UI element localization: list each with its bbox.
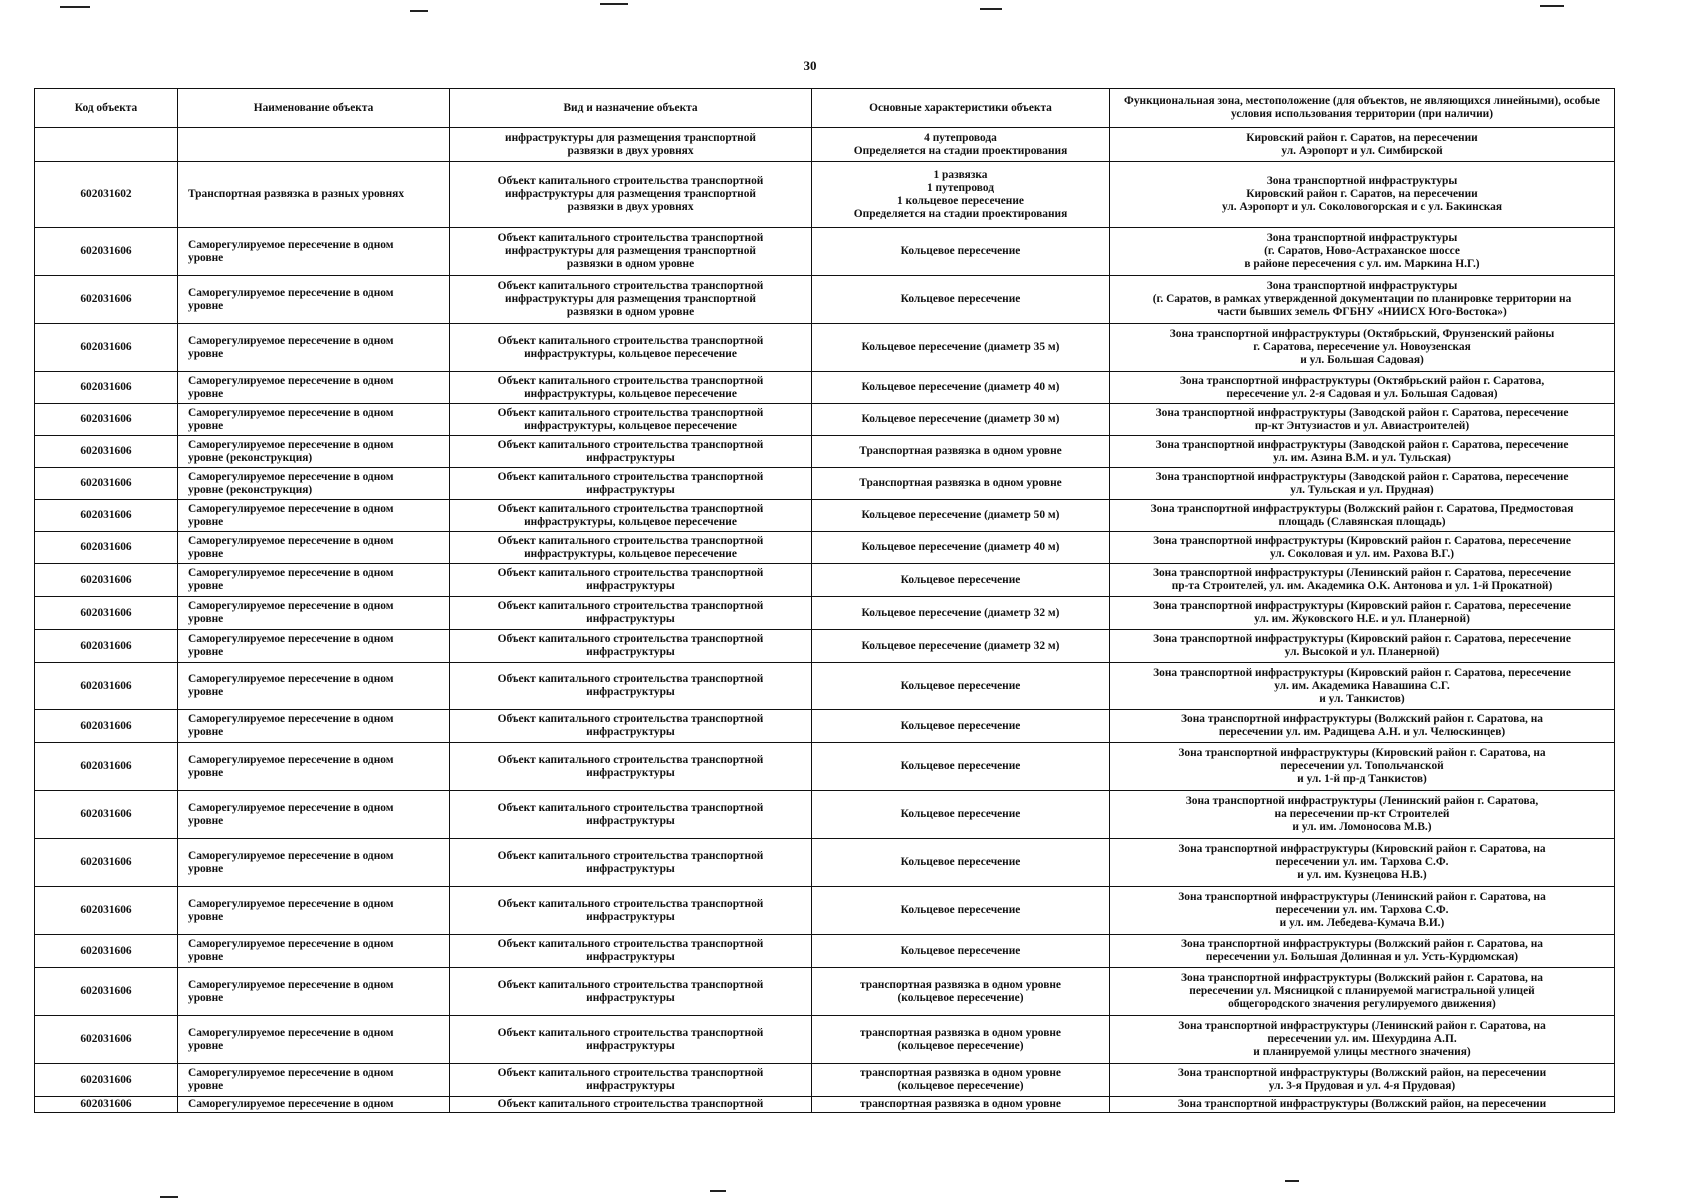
cell-type-text: Объект капитального строительства транспортной инфраструктуры <box>497 713 764 738</box>
cell-zone <box>1110 710 1615 743</box>
table-row <box>35 324 1615 372</box>
cell-code-text: 602031606 <box>80 477 132 489</box>
table-row <box>35 663 1615 710</box>
cell-name <box>178 128 450 162</box>
cell-code-text: 602031606 <box>80 413 132 425</box>
cell-characteristics-text: транспортная развязка в одном уровне (кольцевое пересечение) <box>860 1067 1061 1092</box>
cell-type-text: Объект капитального строительства транспортной инфраструктуры <box>497 753 764 779</box>
cell-type-text: Объект капитального строительства транспортной инфраструктуры <box>497 849 764 875</box>
cell-type-text: Объект капитального строительства транспортной инфраструктуры <box>497 673 764 698</box>
cell-type <box>450 404 812 436</box>
cell-characteristics-text: транспортная развязка в одном уровне <box>860 1098 1061 1110</box>
cell-characteristics <box>812 597 1110 630</box>
cell-type <box>450 564 812 597</box>
cell-type-text: Объект капитального строительства транспортной инфраструктуры, кольцевое пересечение <box>497 502 764 528</box>
cell-code <box>35 968 178 1016</box>
cell-code <box>35 839 178 887</box>
cell-code-text: 602031606 <box>80 856 132 868</box>
cell-name <box>178 935 450 968</box>
cell-zone-text: Зона транспортной инфраструктуры (Кировский район г. Саратова, на пересечении ул. им. Тархова С.Ф. и ул. им. Кузнецова Н.В.) <box>1178 843 1546 881</box>
cell-zone-text: Зона транспортной инфраструктуры (Кировский район г. Саратова, пересечение ул. им. Академика Навашина С.Г. и ул. Танкистов) <box>1153 666 1571 705</box>
cell-name-text: Саморегулируемое пересечение в одном уровне (реконструкция) <box>188 438 394 464</box>
cell-type-text: Объект капитального строительства транспортной инфраструктуры, кольцевое пересечение <box>497 406 764 432</box>
cell-code-text: 602031606 <box>80 808 132 820</box>
cell-zone-text: Зона транспортной инфраструктуры (Волжский район г. Саратова, на пересечении ул. Мясницкой с планируемой магистральной улицей общегородского значения регулируемого движения) <box>1181 972 1543 1010</box>
cell-name-text: Саморегулируемое пересечение в одном уровне <box>188 978 394 1004</box>
cell-characteristics-text: Кольцевое пересечение (диаметр 35 м) <box>861 341 1060 353</box>
cell-name <box>178 228 450 276</box>
cell-type-text: Объект капитального строительства транспортной инфраструктуры для размещения транспортной развязки в одном уровне <box>497 232 764 270</box>
cell-name <box>178 663 450 710</box>
cell-type-text: Объект капитального строительства транспортной инфраструктуры <box>497 978 764 1004</box>
cell-zone <box>1110 404 1615 436</box>
cell-code <box>35 532 178 564</box>
cell-zone-text: Зона транспортной инфраструктуры (Заводской район г. Саратова, пересечение ул. им. Азина В.М. и ул. Тульская) <box>1155 438 1569 464</box>
table-row <box>35 532 1615 564</box>
table-row <box>35 968 1615 1016</box>
cell-type <box>450 324 812 372</box>
cell-zone <box>1110 128 1615 162</box>
cell-code-text: 602031606 <box>80 445 132 457</box>
table-row <box>35 128 1615 162</box>
cell-characteristics-text: Кольцевое пересечение (диаметр 40 м) <box>861 381 1060 393</box>
cell-zone <box>1110 564 1615 597</box>
cell-zone <box>1110 968 1615 1016</box>
cell-type <box>450 228 812 276</box>
cell-characteristics <box>812 532 1110 564</box>
scan-artifact <box>710 1190 726 1192</box>
cell-zone <box>1110 228 1615 276</box>
cell-characteristics <box>812 663 1110 710</box>
cell-name <box>178 404 450 436</box>
cell-code <box>35 887 178 935</box>
cell-name <box>178 324 450 372</box>
cell-characteristics <box>812 128 1110 162</box>
cell-zone <box>1110 743 1615 791</box>
scan-artifact <box>160 1196 178 1198</box>
cell-zone <box>1110 1016 1615 1064</box>
cell-code <box>35 162 178 228</box>
cell-characteristics-text: Транспортная развязка в одном уровне <box>859 477 1062 489</box>
cell-characteristics-text: Кольцевое пересечение <box>900 760 1021 772</box>
cell-type-text: Объект капитального строительства транспортной инфраструктуры <box>497 438 764 464</box>
cell-type-text: инфраструктуры для размещения транспортной развязки в двух уровнях <box>505 131 756 157</box>
cell-characteristics <box>812 276 1110 324</box>
cell-characteristics-text: 4 путепровода Определяется на стадии проектирования <box>853 131 1068 157</box>
cell-zone-text: Зона транспортной инфраструктуры (Ленинский район г. Саратова, пересечение пр-та Строителей, ул. им. Академика О.К. Антонова и ул. 1-й Прокатной) <box>1152 567 1572 592</box>
cell-name-text: Саморегулируемое пересечение в одном уровне <box>188 286 394 312</box>
cell-characteristics <box>812 1097 1110 1113</box>
cell-code-text: 602031606 <box>80 573 132 586</box>
table-header-row <box>35 89 1615 128</box>
cell-name <box>178 968 450 1016</box>
cell-type-text: Объект капитального строительства транспортной инфраструктуры, кольцевое пересечение <box>497 374 764 400</box>
scan-artifact <box>980 8 1002 10</box>
cell-zone <box>1110 372 1615 404</box>
cell-characteristics <box>812 839 1110 887</box>
cell-name-text: Саморегулируемое пересечение в одном уровне <box>188 567 394 592</box>
cell-type <box>450 887 812 935</box>
table-row <box>35 436 1615 468</box>
cell-code-text: 602031606 <box>80 1098 132 1110</box>
table-row <box>35 887 1615 935</box>
scan-artifact <box>1285 1180 1299 1182</box>
cell-code-text: 602031606 <box>80 679 132 692</box>
cell-name <box>178 276 450 324</box>
cell-characteristics-text: 1 развязка 1 путепровод 1 кольцевое пересечение Определяется на стадии проектирования <box>853 168 1068 220</box>
cell-zone-text: Зона транспортной инфраструктуры (Ленинский район г. Саратова, на пересечении пр-кт Строителей и ул. им. Ломоносова М.В.) <box>1185 795 1539 833</box>
cell-type <box>450 436 812 468</box>
cell-type <box>450 128 812 162</box>
cell-characteristics-text: Кольцевое пересечение <box>900 904 1021 916</box>
cell-name-text: Саморегулируемое пересечение в одном уровне <box>188 849 394 875</box>
cell-name-text: Саморегулируемое пересечение в одном уровне (реконструкция) <box>188 470 394 496</box>
cell-zone <box>1110 500 1615 532</box>
table-row <box>35 743 1615 791</box>
cell-type <box>450 532 812 564</box>
cell-characteristics <box>812 324 1110 372</box>
cell-code <box>35 597 178 630</box>
cell-code-text: 602031606 <box>80 541 132 553</box>
cell-name-text: Саморегулируемое пересечение в одном уровне <box>188 334 394 360</box>
cell-zone <box>1110 324 1615 372</box>
cell-code-text: 602031602 <box>80 188 132 200</box>
cell-zone <box>1110 532 1615 564</box>
cell-zone <box>1110 468 1615 500</box>
header-zone: Функциональная зона, местоположение (для объектов, не являющихся линейными), особые условия использования территории (при наличии) <box>1110 89 1615 128</box>
cell-type-text: Объект капитального строительства транспортной инфраструктуры <box>497 1026 764 1052</box>
table-row <box>35 935 1615 968</box>
cell-type <box>450 935 812 968</box>
cell-zone <box>1110 436 1615 468</box>
cell-code <box>35 710 178 743</box>
cell-characteristics-text: Кольцевое пересечение (диаметр 32 м) <box>861 639 1060 652</box>
scan-artifact <box>410 10 428 12</box>
cell-code-text: 602031606 <box>80 509 132 521</box>
cell-name <box>178 162 450 228</box>
cell-code <box>35 663 178 710</box>
cell-code <box>35 630 178 663</box>
cell-code <box>35 743 178 791</box>
cell-zone-text: Зона транспортной инфраструктуры (Кировский район г. Саратова, пересечение ул. им. Жуковского Н.Е. и ул. Планерной) <box>1153 600 1571 625</box>
cell-characteristics-text: транспортная развязка в одном уровне (кольцевое пересечение) <box>860 1026 1061 1052</box>
cell-name <box>178 597 450 630</box>
cell-type-text: Объект капитального строительства транспортной инфраструктуры для размещения транспортной развязки в одном уровне <box>497 280 764 318</box>
cell-characteristics-text: Кольцевое пересечение <box>900 944 1021 957</box>
cell-name <box>178 1097 450 1113</box>
cell-name <box>178 630 450 663</box>
cell-name <box>178 839 450 887</box>
cell-code <box>35 500 178 532</box>
cell-characteristics-text: Кольцевое пересечение <box>900 808 1021 820</box>
cell-zone-text: Зона транспортной инфраструктуры (Волжский район, на пересечении ул. 3-я Прудовая и ул. 4-я Прудовая) <box>1177 1067 1547 1092</box>
cell-zone <box>1110 1097 1615 1113</box>
table-row <box>35 228 1615 276</box>
cell-zone-text: Зона транспортной инфраструктуры (г. Саратов, Ново-Астраханское шоссе в районе пересечения с ул. им. Маркина Н.Г.) <box>1244 232 1480 270</box>
table-row <box>35 597 1615 630</box>
cell-zone <box>1110 1064 1615 1097</box>
cell-characteristics-text: Кольцевое пересечение (диаметр 40 м) <box>861 541 1060 553</box>
table-row <box>35 500 1615 532</box>
cell-type-text: Объект капитального строительства транспортной инфраструктуры <box>497 897 764 923</box>
cell-type <box>450 839 812 887</box>
cell-name <box>178 1016 450 1064</box>
cell-code <box>35 1097 178 1113</box>
table-row <box>35 791 1615 839</box>
cell-name-text: Саморегулируемое пересечение в одном уровне <box>188 534 394 560</box>
cell-characteristics-text: Кольцевое пересечение <box>900 856 1021 868</box>
cell-code-text: 602031606 <box>80 293 132 305</box>
cell-characteristics <box>812 436 1110 468</box>
cell-name-text: Саморегулируемое пересечение в одном уровне <box>188 897 394 923</box>
cell-zone <box>1110 791 1615 839</box>
cell-zone-text: Зона транспортной инфраструктуры (Волжский район, на пересечении <box>1177 1098 1547 1110</box>
cell-type <box>450 500 812 532</box>
cell-code <box>35 276 178 324</box>
cell-code <box>35 791 178 839</box>
cell-characteristics <box>812 1016 1110 1064</box>
cell-characteristics-text: Кольцевое пересечение (диаметр 32 м) <box>861 606 1060 619</box>
cell-characteristics-text: Кольцевое пересечение (диаметр 50 м) <box>861 509 1060 521</box>
header-code: Код объекта <box>35 89 178 128</box>
table-row <box>35 276 1615 324</box>
scan-artifact <box>1540 5 1564 7</box>
cell-zone <box>1110 887 1615 935</box>
cell-name-text: Саморегулируемое пересечение в одном уровне <box>188 1026 394 1052</box>
cell-characteristics <box>812 500 1110 532</box>
cell-zone <box>1110 162 1615 228</box>
cell-zone-text: Зона транспортной инфраструктуры (Ленинский район г. Саратова, на пересечении ул. им. Шехурдина А.П. и планируемой улицы местного значения) <box>1178 1020 1546 1058</box>
cell-name <box>178 564 450 597</box>
cell-characteristics <box>812 630 1110 663</box>
cell-code <box>35 372 178 404</box>
cell-type-text: Объект капитального строительства транспортной инфраструктуры <box>497 633 764 658</box>
cell-characteristics <box>812 743 1110 791</box>
cell-characteristics <box>812 791 1110 839</box>
cell-name <box>178 791 450 839</box>
cell-code-text: 602031606 <box>80 1033 132 1045</box>
page-number: 30 <box>803 58 817 73</box>
cell-code <box>35 128 178 162</box>
cell-type <box>450 1064 812 1097</box>
cell-code-text: 602031606 <box>80 1073 132 1086</box>
cell-characteristics <box>812 468 1110 500</box>
cell-zone-text: Зона транспортной инфраструктуры (Кировский район г. Саратова, пересечение ул. Высокой и ул. Планерной) <box>1153 633 1571 658</box>
cell-zone-text: Зона транспортной инфраструктуры (Заводской район г. Саратова, пересечение ул. Тульская и ул. Прудная) <box>1155 470 1569 496</box>
cell-characteristics <box>812 404 1110 436</box>
cell-code <box>35 1064 178 1097</box>
table-row <box>35 1064 1615 1097</box>
cell-code <box>35 324 178 372</box>
cell-name-text: Саморегулируемое пересечение в одном уровне <box>188 600 394 625</box>
cell-name <box>178 468 450 500</box>
cell-name-text: Транспортная развязка в разных уровнях <box>188 188 405 200</box>
cell-name <box>178 436 450 468</box>
header-type: Вид и назначение объекта <box>450 89 812 128</box>
cell-zone-text: Зона транспортной инфраструктуры (Октябрьский район г. Саратова, пересечение ул. 2-я Садовая и ул. Большая Садовая) <box>1179 374 1545 400</box>
cell-name-text: Саморегулируемое пересечение в одном уровне <box>188 713 394 738</box>
cell-name <box>178 372 450 404</box>
cell-characteristics-text: транспортная развязка в одном уровне (кольцевое пересечение) <box>860 978 1061 1004</box>
cell-type <box>450 663 812 710</box>
cell-type <box>450 1016 812 1064</box>
cell-characteristics <box>812 1064 1110 1097</box>
cell-code-text: 602031606 <box>80 985 132 997</box>
table-row <box>35 630 1615 663</box>
cell-name <box>178 887 450 935</box>
cell-code <box>35 436 178 468</box>
cell-type-text: Объект капитального строительства транспортной инфраструктуры <box>497 938 764 963</box>
cell-zone-text: Зона транспортной инфраструктуры Кировский район г. Саратов, на пересечении ул. Аэропорт и ул. Соколовогорская и с ул. Бакинская <box>1221 175 1503 213</box>
cell-zone-text: Зона транспортной инфраструктуры (Кировский район г. Саратова, пересечение ул. Соколовая и ул. им. Рахова В.Г.) <box>1153 534 1571 560</box>
cell-name <box>178 532 450 564</box>
cell-zone <box>1110 935 1615 968</box>
cell-type <box>450 968 812 1016</box>
cell-name <box>178 710 450 743</box>
cell-zone-text: Зона транспортной инфраструктуры (г. Саратов, в рамках утвержденной документации по планировке территории на части бывших земель ФГБНУ «НИИСХ Юго-Востока») <box>1152 280 1572 318</box>
cell-zone <box>1110 630 1615 663</box>
cell-characteristics-text: Транспортная развязка в одном уровне <box>859 445 1062 457</box>
cell-characteristics <box>812 887 1110 935</box>
cell-code <box>35 228 178 276</box>
scan-artifact <box>600 3 628 5</box>
table-row <box>35 1016 1615 1064</box>
cell-characteristics-text: Кольцевое пересечение (диаметр 30 м) <box>861 413 1060 425</box>
cell-type-text: Объект капитального строительства транспортной инфраструктуры, кольцевое пересечение <box>497 534 764 560</box>
cell-code <box>35 468 178 500</box>
cell-zone-text: Кировский район г. Саратов, на пересечении ул. Аэропорт и ул. Симбирской <box>1246 131 1478 157</box>
table-row <box>35 710 1615 743</box>
cell-code-text: 602031606 <box>80 245 132 257</box>
objects-table <box>34 88 1615 1113</box>
cell-name-text: Саморегулируемое пересечение в одном уровне <box>188 633 394 658</box>
cell-type-text: Объект капитального строительства транспортной инфраструктуры <box>497 567 764 592</box>
cell-name-text: Саморегулируемое пересечение в одном уровне <box>188 406 394 432</box>
cell-code <box>35 564 178 597</box>
cell-type-text: Объект капитального строительства транспортной инфраструктуры <box>497 600 764 625</box>
cell-zone-text: Зона транспортной инфраструктуры (Волжский район г. Саратова, Предмостовая площадь (Славянская площадь) <box>1150 502 1574 528</box>
cell-type-text: Объект капитального строительства транспортной инфраструктуры для размещения транспортной развязки в двух уровнях <box>497 175 764 213</box>
cell-characteristics-text: Кольцевое пересечение <box>900 293 1021 305</box>
cell-zone-text: Зона транспортной инфраструктуры (Ленинский район г. Саратова, на пересечении ул. им. Тархова С.Ф. и ул. им. Лебедева-Кумача В.И.) <box>1178 891 1546 929</box>
cell-type <box>450 630 812 663</box>
cell-name <box>178 500 450 532</box>
cell-type <box>450 743 812 791</box>
table-row <box>35 468 1615 500</box>
cell-type <box>450 276 812 324</box>
cell-characteristics-text: Кольцевое пересечение <box>900 679 1021 692</box>
cell-characteristics <box>812 710 1110 743</box>
cell-type-text: Объект капитального строительства транспортной инфраструктуры <box>497 1067 764 1092</box>
cell-zone <box>1110 839 1615 887</box>
cell-type <box>450 1097 812 1113</box>
cell-zone-text: Зона транспортной инфраструктуры (Волжский район г. Саратова, на пересечении ул. Большая Долинная и ул. Усть-Курдюмская) <box>1181 938 1543 963</box>
cell-name-text: Саморегулируемое пересечение в одном уровне <box>188 1067 394 1092</box>
cell-type <box>450 162 812 228</box>
cell-characteristics <box>812 162 1110 228</box>
cell-type-text: Объект капитального строительства транспортной инфраструктуры, кольцевое пересечение <box>497 334 764 360</box>
cell-name <box>178 1064 450 1097</box>
cell-type-text: Объект капитального строительства транспортной инфраструктуры <box>497 801 764 827</box>
cell-name-text: Саморегулируемое пересечение в одном уровне <box>188 238 394 264</box>
cell-type <box>450 468 812 500</box>
cell-code <box>35 404 178 436</box>
header-characteristics: Основные характеристики объекта <box>812 89 1110 128</box>
cell-code-text: 602031606 <box>80 904 132 916</box>
cell-type <box>450 372 812 404</box>
cell-code-text: 602031606 <box>80 606 132 619</box>
table-row <box>35 404 1615 436</box>
cell-name-text: Саморегулируемое пересечение в одном уровне <box>188 374 394 400</box>
cell-zone <box>1110 663 1615 710</box>
cell-zone <box>1110 597 1615 630</box>
cell-zone <box>1110 276 1615 324</box>
cell-code <box>35 935 178 968</box>
cell-name-text: Саморегулируемое пересечение в одном уровне <box>188 938 394 963</box>
cell-code-text: 602031606 <box>80 944 132 957</box>
table-row <box>35 162 1615 228</box>
cell-name-text: Саморегулируемое пересечение в одном уровне <box>188 753 394 779</box>
cell-characteristics-text: Кольцевое пересечение <box>900 245 1021 257</box>
cell-characteristics <box>812 372 1110 404</box>
header-name: Наименование объекта <box>178 89 450 128</box>
cell-type-text: Объект капитального строительства транспортной <box>497 1098 764 1110</box>
cell-name-text: Саморегулируемое пересечение в одном уровне <box>188 502 394 528</box>
cell-code-text: 602031606 <box>80 760 132 772</box>
cell-zone-text: Зона транспортной инфраструктуры (Октябрьский, Фрунзенский районы г. Саратова, пересечение ул. Новоузенская и ул. Большая Садовая) <box>1169 328 1555 366</box>
cell-code-text: 602031606 <box>80 341 132 353</box>
cell-type <box>450 710 812 743</box>
cell-characteristics-text: Кольцевое пересечение <box>900 573 1021 586</box>
cell-characteristics <box>812 228 1110 276</box>
cell-code-text: 602031606 <box>80 381 132 393</box>
cell-code-text: 602031606 <box>80 719 132 732</box>
cell-characteristics <box>812 564 1110 597</box>
cell-type <box>450 597 812 630</box>
cell-zone-text: Зона транспортной инфраструктуры (Волжский район г. Саратова, на пересечении ул. им. Радищева А.Н. и ул. Челюскинцев) <box>1181 713 1543 738</box>
cell-characteristics <box>812 968 1110 1016</box>
cell-characteristics-text: Кольцевое пересечение <box>900 719 1021 732</box>
table-row <box>35 839 1615 887</box>
cell-characteristics <box>812 935 1110 968</box>
cell-name-text: Саморегулируемое пересечение в одном <box>188 1098 394 1110</box>
table-row <box>35 564 1615 597</box>
cell-type-text: Объект капитального строительства транспортной инфраструктуры <box>497 470 764 496</box>
scan-artifact <box>60 6 90 8</box>
cell-type <box>450 791 812 839</box>
cell-zone-text: Зона транспортной инфраструктуры (Кировский район г. Саратова, на пересечении ул. Топольчанской и ул. 1-й пр-д Танкистов) <box>1178 747 1546 785</box>
cell-zone-text: Зона транспортной инфраструктуры (Заводской район г. Саратова, пересечение пр-кт Энтузиастов и ул. Авиастроителей) <box>1155 406 1569 432</box>
cell-name-text: Саморегулируемое пересечение в одном уровне <box>188 801 394 827</box>
table-row <box>35 372 1615 404</box>
table-row <box>35 1097 1615 1113</box>
cell-code-text: 602031606 <box>80 639 132 652</box>
cell-name <box>178 743 450 791</box>
cell-code <box>35 1016 178 1064</box>
cell-name-text: Саморегулируемое пересечение в одном уровне <box>188 673 394 698</box>
